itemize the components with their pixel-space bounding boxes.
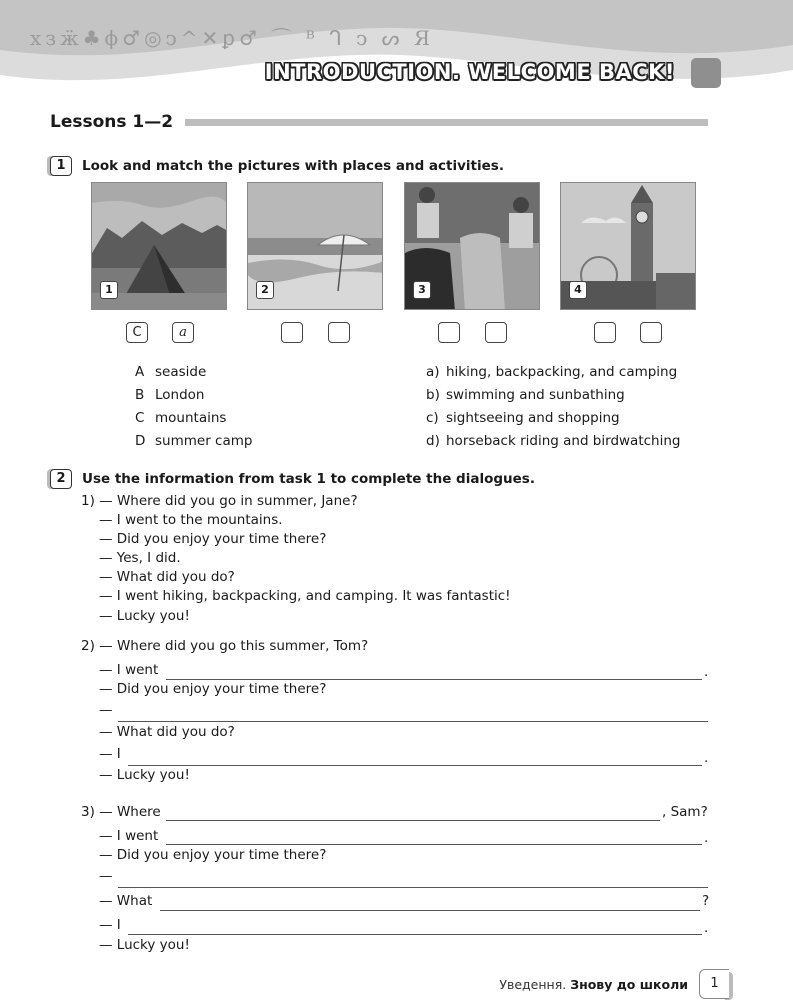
page-number: 1 (699, 969, 729, 999)
picture-2-place-answer[interactable] (281, 322, 303, 343)
dialogue2-line1: 2) — Where did you go this summer, Tom? (81, 638, 369, 654)
dialogue3-line6: — I (99, 917, 121, 933)
dialogue1-line7: — Lucky you! (99, 608, 190, 624)
task1-heading (50, 156, 504, 176)
dialogue3-line7: — Lucky you! (99, 937, 190, 953)
activity-option-d: d) horseback riding and birdwatching (426, 433, 681, 449)
title-square-decoration (691, 58, 721, 88)
dialogue3-blank4[interactable] (160, 910, 700, 911)
dialogue3-question-mark: ? (702, 893, 710, 909)
picture-1-activity-answer[interactable]: a (172, 322, 194, 343)
dialogue2-line7: — Lucky you! (99, 767, 190, 783)
footer-subtitle: Знову до школи (570, 977, 688, 992)
dialogue2-line6: — I (99, 746, 121, 762)
picture-3-number: 3 (413, 281, 431, 299)
section-divider (185, 119, 708, 126)
picture-2-seaside (247, 182, 383, 310)
dialogue3-line3: — Did you enjoy your time there? (99, 847, 327, 863)
task2-instruction: Use the information from task 1 to complete the dialogues. (82, 471, 535, 487)
dialogue2-period1: . (704, 664, 709, 680)
dialogue2-period2: . (704, 750, 709, 766)
dialogue2-line2: — I went (99, 662, 159, 678)
dialogue3-line2: — I went (99, 828, 159, 844)
dialogue3-line1: 3) — Where (81, 804, 161, 820)
decorative-doodles: хзӝ♣ϕ♂◎ↄ^✕ꝑ♂ ⌒ ᴮ ᒉ ↄ ᔕ Я (30, 26, 435, 50)
task1-number: 1 (50, 156, 72, 176)
picture-4-london (560, 182, 696, 310)
picture-4-activity-answer[interactable] (640, 322, 662, 343)
dialogue3-blank1[interactable] (166, 820, 660, 821)
picture-4-place-answer[interactable] (594, 322, 616, 343)
place-option-a: A seaside (135, 364, 207, 380)
dialogue2-blank2[interactable] (118, 721, 708, 722)
dialogue1-line4: — Yes, I did. (99, 550, 181, 566)
page-footer (499, 977, 688, 992)
dialogue2-blank3[interactable] (128, 765, 702, 766)
dialogue3-period2: . (704, 920, 709, 936)
dialogue3-period1: . (704, 830, 709, 846)
dialogue1-line6: — I went hiking, backpacking, and camping. It was fantastic! (99, 588, 511, 604)
picture-1-place-answer[interactable]: C (126, 322, 148, 343)
dialogue1-line5: — What did you do? (99, 569, 235, 585)
dialogue3-line1-end: , Sam? (662, 804, 708, 820)
footer-chapter: Уведення. (499, 977, 567, 992)
dialogue1-line1: 1) — Where did you go in summer, Jane? (81, 493, 358, 509)
dialogue1-line2: — I went to the mountains. (99, 512, 283, 528)
dialogue2-line4: — (99, 702, 113, 718)
activity-option-b: b) swimming and sunbathing (426, 387, 625, 403)
section-title: Lessons 1—2 (50, 112, 174, 132)
picture-2-number: 2 (256, 281, 274, 299)
task2-heading (50, 469, 535, 489)
page-title: INTRODUCTION. WELCOME BACK! (264, 60, 675, 84)
dialogue3-line5: — What (99, 893, 153, 909)
dialogue3-line4: — (99, 868, 113, 884)
picture-1-mountains (91, 182, 227, 310)
dialogue3-blank3[interactable] (118, 887, 708, 888)
place-option-c: C mountains (135, 410, 227, 426)
picture-1-number: 1 (100, 281, 118, 299)
picture-2-activity-answer[interactable] (328, 322, 350, 343)
header-banner (0, 0, 793, 105)
dialogue2-line5: — What did you do? (99, 724, 235, 740)
task1-instruction: Look and match the pictures with places and activities. (82, 158, 504, 174)
dialogue3-blank2[interactable] (166, 844, 702, 845)
picture-4-number: 4 (569, 281, 587, 299)
picture-3-horseback (404, 182, 540, 310)
picture-3-activity-answer[interactable] (485, 322, 507, 343)
picture-3-place-answer[interactable] (438, 322, 460, 343)
place-option-b: B London (135, 387, 205, 403)
place-option-d: D summer camp (135, 433, 253, 449)
dialogue2-line3: — Did you enjoy your time there? (99, 681, 327, 697)
activity-option-a: a) hiking, backpacking, and camping (426, 364, 678, 380)
activity-option-c: c) sightseeing and shopping (426, 410, 620, 426)
task2-number: 2 (50, 469, 72, 489)
dialogue2-blank1[interactable] (166, 679, 702, 680)
dialogue1-line3: — Did you enjoy your time there? (99, 531, 327, 547)
dialogue3-blank5[interactable] (128, 934, 702, 935)
